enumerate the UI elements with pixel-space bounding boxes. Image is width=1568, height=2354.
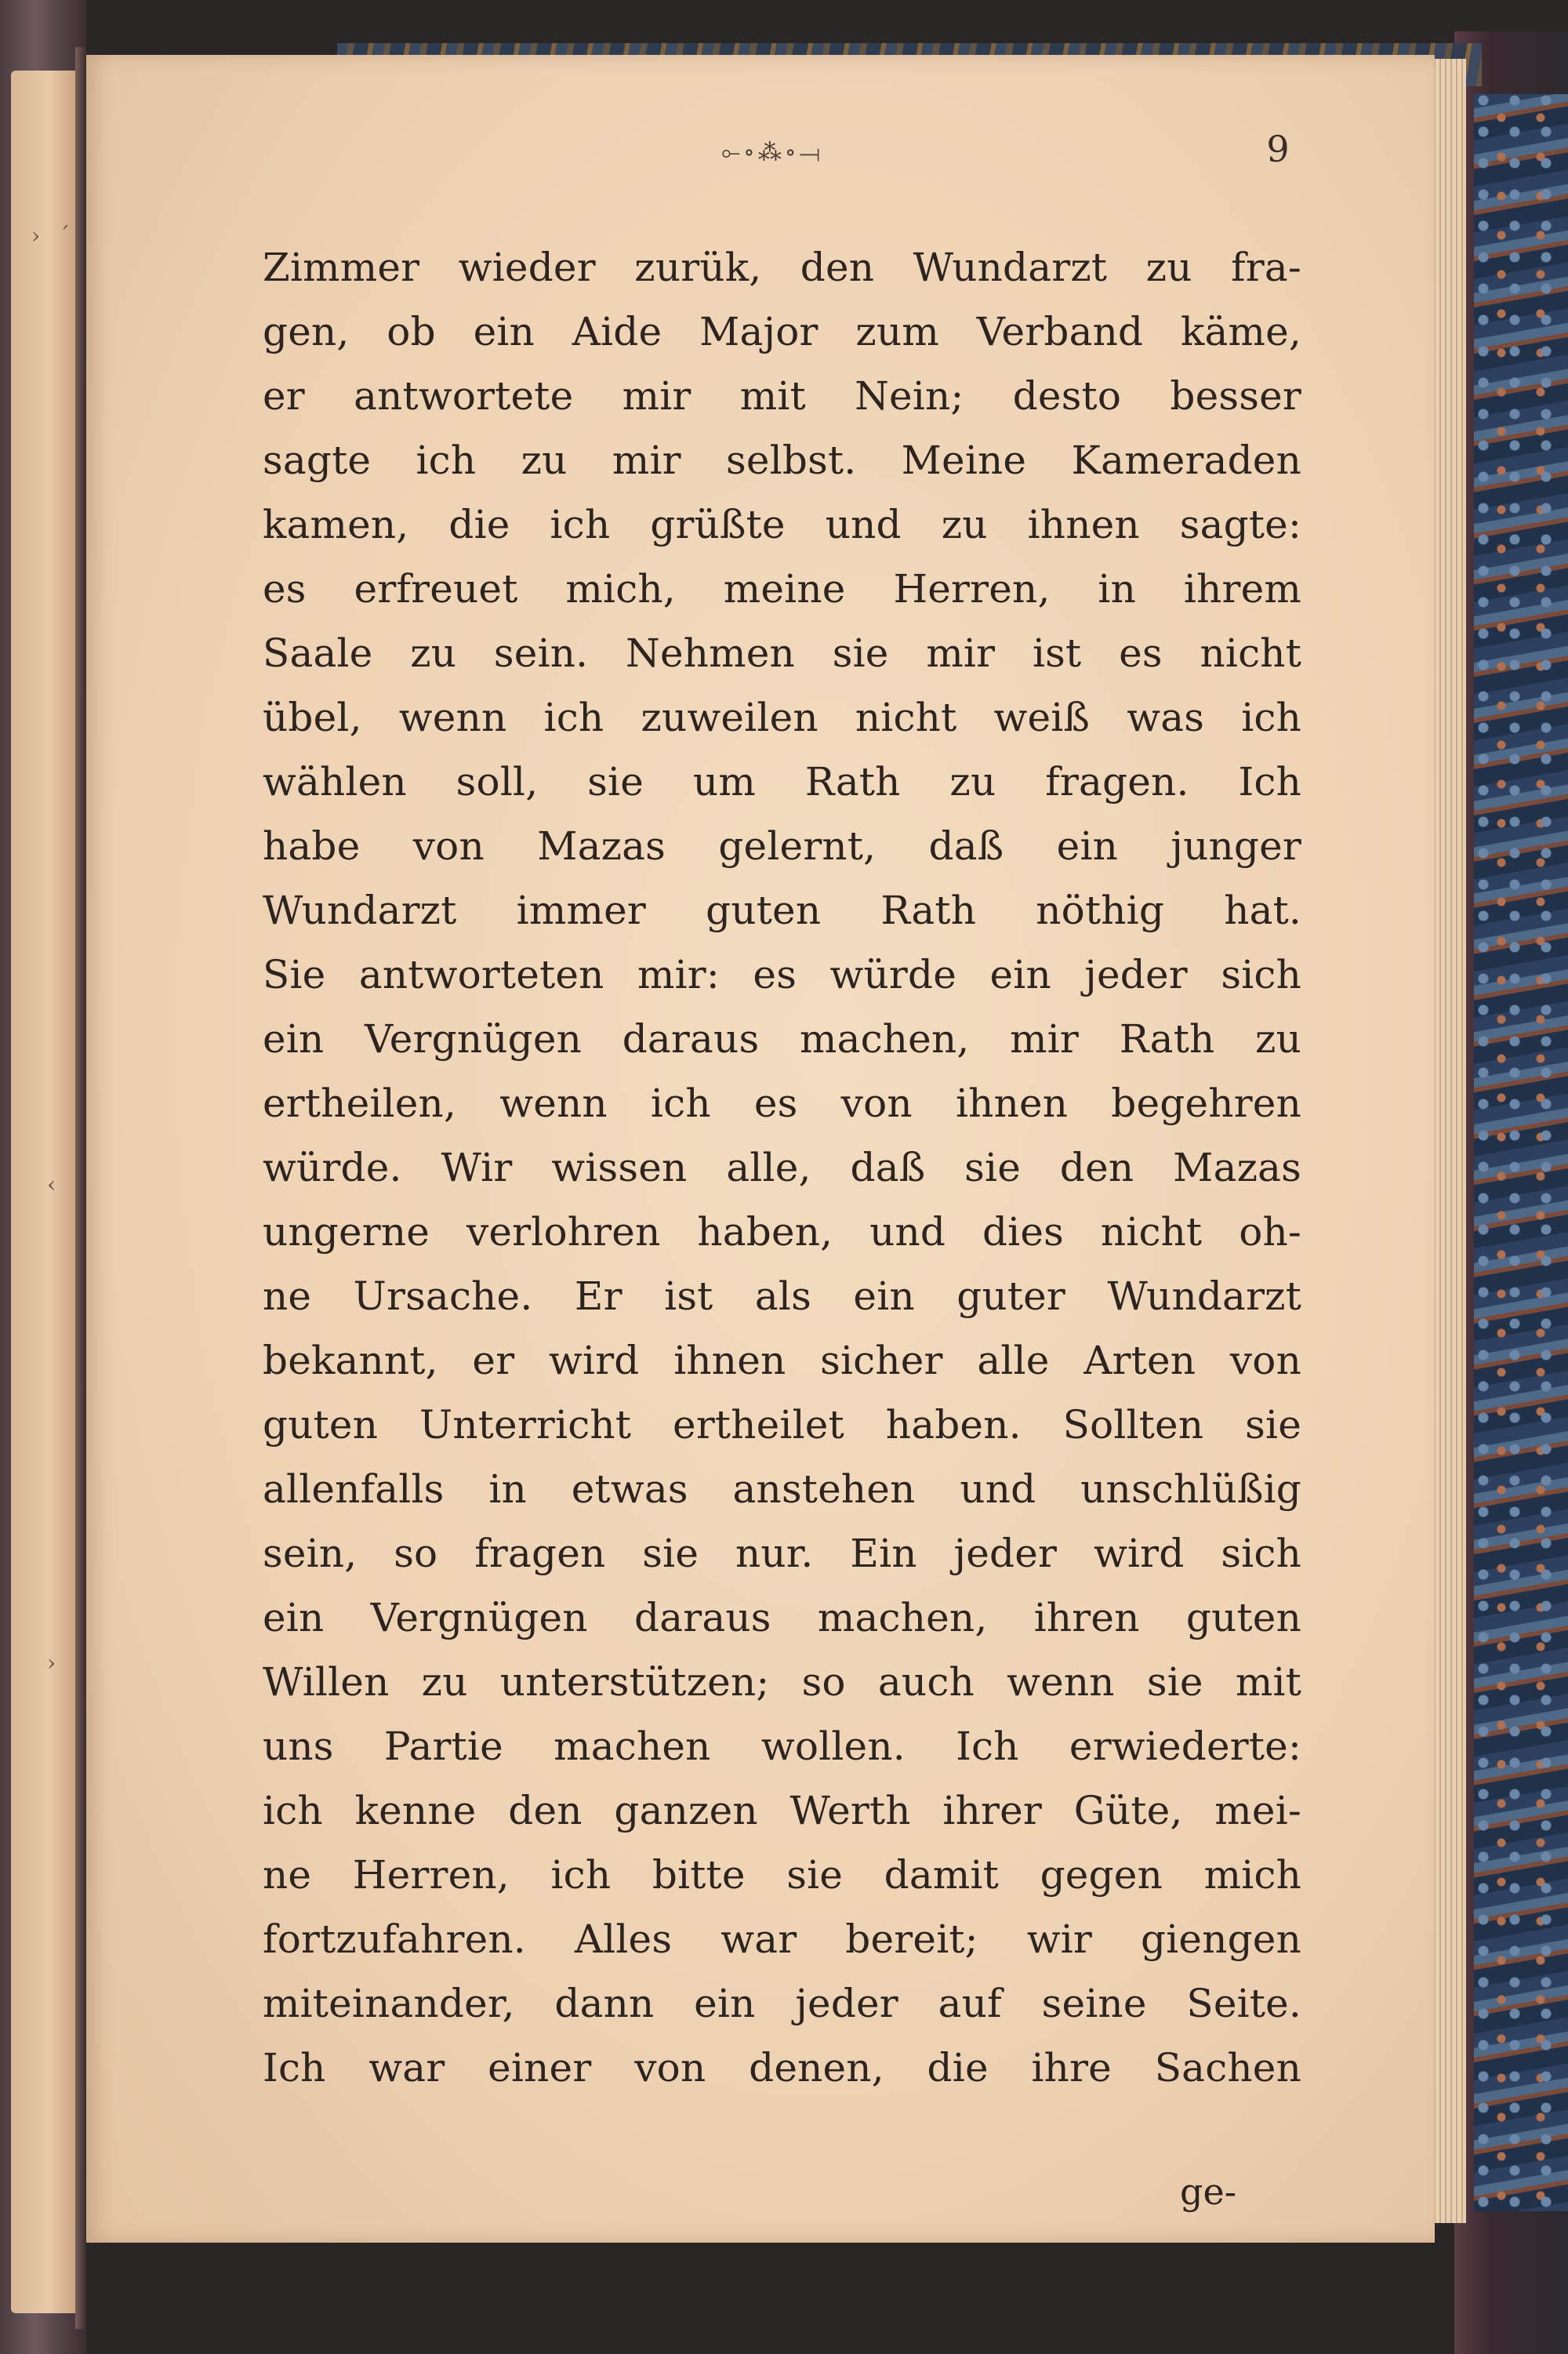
text-line: miteinander, dann ein jeder auf seine Seite. <box>263 1981 1301 2026</box>
marbled-endpaper-right <box>1474 94 1568 2211</box>
text-line: habe von Mazas gelernt, daß ein junger <box>263 823 1301 869</box>
text-line: guten Unterricht ertheilet haben. Sollten sie <box>263 1402 1301 1448</box>
text-line: allenfalls in etwas anstehen und unschlüßig <box>263 1466 1301 1512</box>
margin-mark: ‹ <box>47 1172 56 1197</box>
text-line: uns Partie machen wollen. Ich erwiederte: <box>263 1724 1301 1769</box>
margin-mark: › <box>31 223 41 249</box>
text-line: Saale zu sein. Nehmen sie mir ist es nicht <box>263 630 1301 676</box>
text-line: Ich war einer von denen, die ihre Sachen <box>263 2045 1301 2091</box>
text-line: bekannt, er wird ihnen sicher alle Arten von <box>263 1338 1301 1383</box>
text-line: ein Vergnügen daraus machen, mir Rath zu <box>263 1016 1301 1062</box>
text-line: es erfreuet mich, meine Herren, in ihrem <box>263 566 1301 612</box>
text-line: übel, wenn ich zuweilen nicht weiß was ich <box>263 695 1301 740</box>
catchword: ge- <box>1180 2171 1237 2213</box>
previous-page-edge <box>11 71 75 2313</box>
text-line: kamen, die ich grüßte und zu ihnen sagte: <box>263 502 1301 547</box>
text-line: Willen zu unterstützen; so auch wenn sie mit <box>263 1659 1301 1705</box>
text-line: ein Vergnügen daraus machen, ihren guten <box>263 1595 1301 1640</box>
margin-mark: ˊ <box>59 223 70 249</box>
text-line: sagte ich zu mir selbst. Meine Kameraden <box>263 438 1301 483</box>
text-line: gen, ob ein Aide Major zum Verband käme, <box>263 309 1301 354</box>
header-ornament: ⟜∘⁂∘⟞ <box>721 139 823 166</box>
book-gutter <box>75 47 86 2329</box>
text-line: würde. Wir wissen alle, daß sie den Mazas <box>263 1145 1301 1190</box>
text-line: ertheilen, wenn ich es von ihnen begehren <box>263 1081 1301 1126</box>
text-line: ich kenne den ganzen Werth ihrer Güte, mei- <box>263 1788 1301 1833</box>
text-line: Wundarzt immer guten Rath nöthig hat. <box>263 888 1301 933</box>
text-line: Zimmer wieder zurük, den Wundarzt zu fra- <box>263 245 1301 290</box>
text-line: wählen soll, sie um Rath zu fragen. Ich <box>263 759 1301 805</box>
text-line: fortzufahren. Alles war bereit; wir giengen <box>263 1916 1301 1962</box>
page-body-text <box>263 235 1301 2100</box>
text-line: ne Herren, ich bitte sie damit gegen mich <box>263 1852 1301 1898</box>
text-line: er antwortete mir mit Nein; desto besser <box>263 373 1301 419</box>
text-line: Sie antworteten mir: es würde ein jeder sich <box>263 952 1301 997</box>
page-number: 9 <box>1266 128 1290 170</box>
text-line: sein, so fragen sie nur. Ein jeder wird sich <box>263 1531 1301 1576</box>
margin-mark: › <box>47 1650 56 1676</box>
text-line: ungerne verlohren haben, und dies nicht oh- <box>263 1209 1301 1255</box>
text-line: ne Ursache. Er ist als ein guter Wundarzt <box>263 1273 1301 1319</box>
